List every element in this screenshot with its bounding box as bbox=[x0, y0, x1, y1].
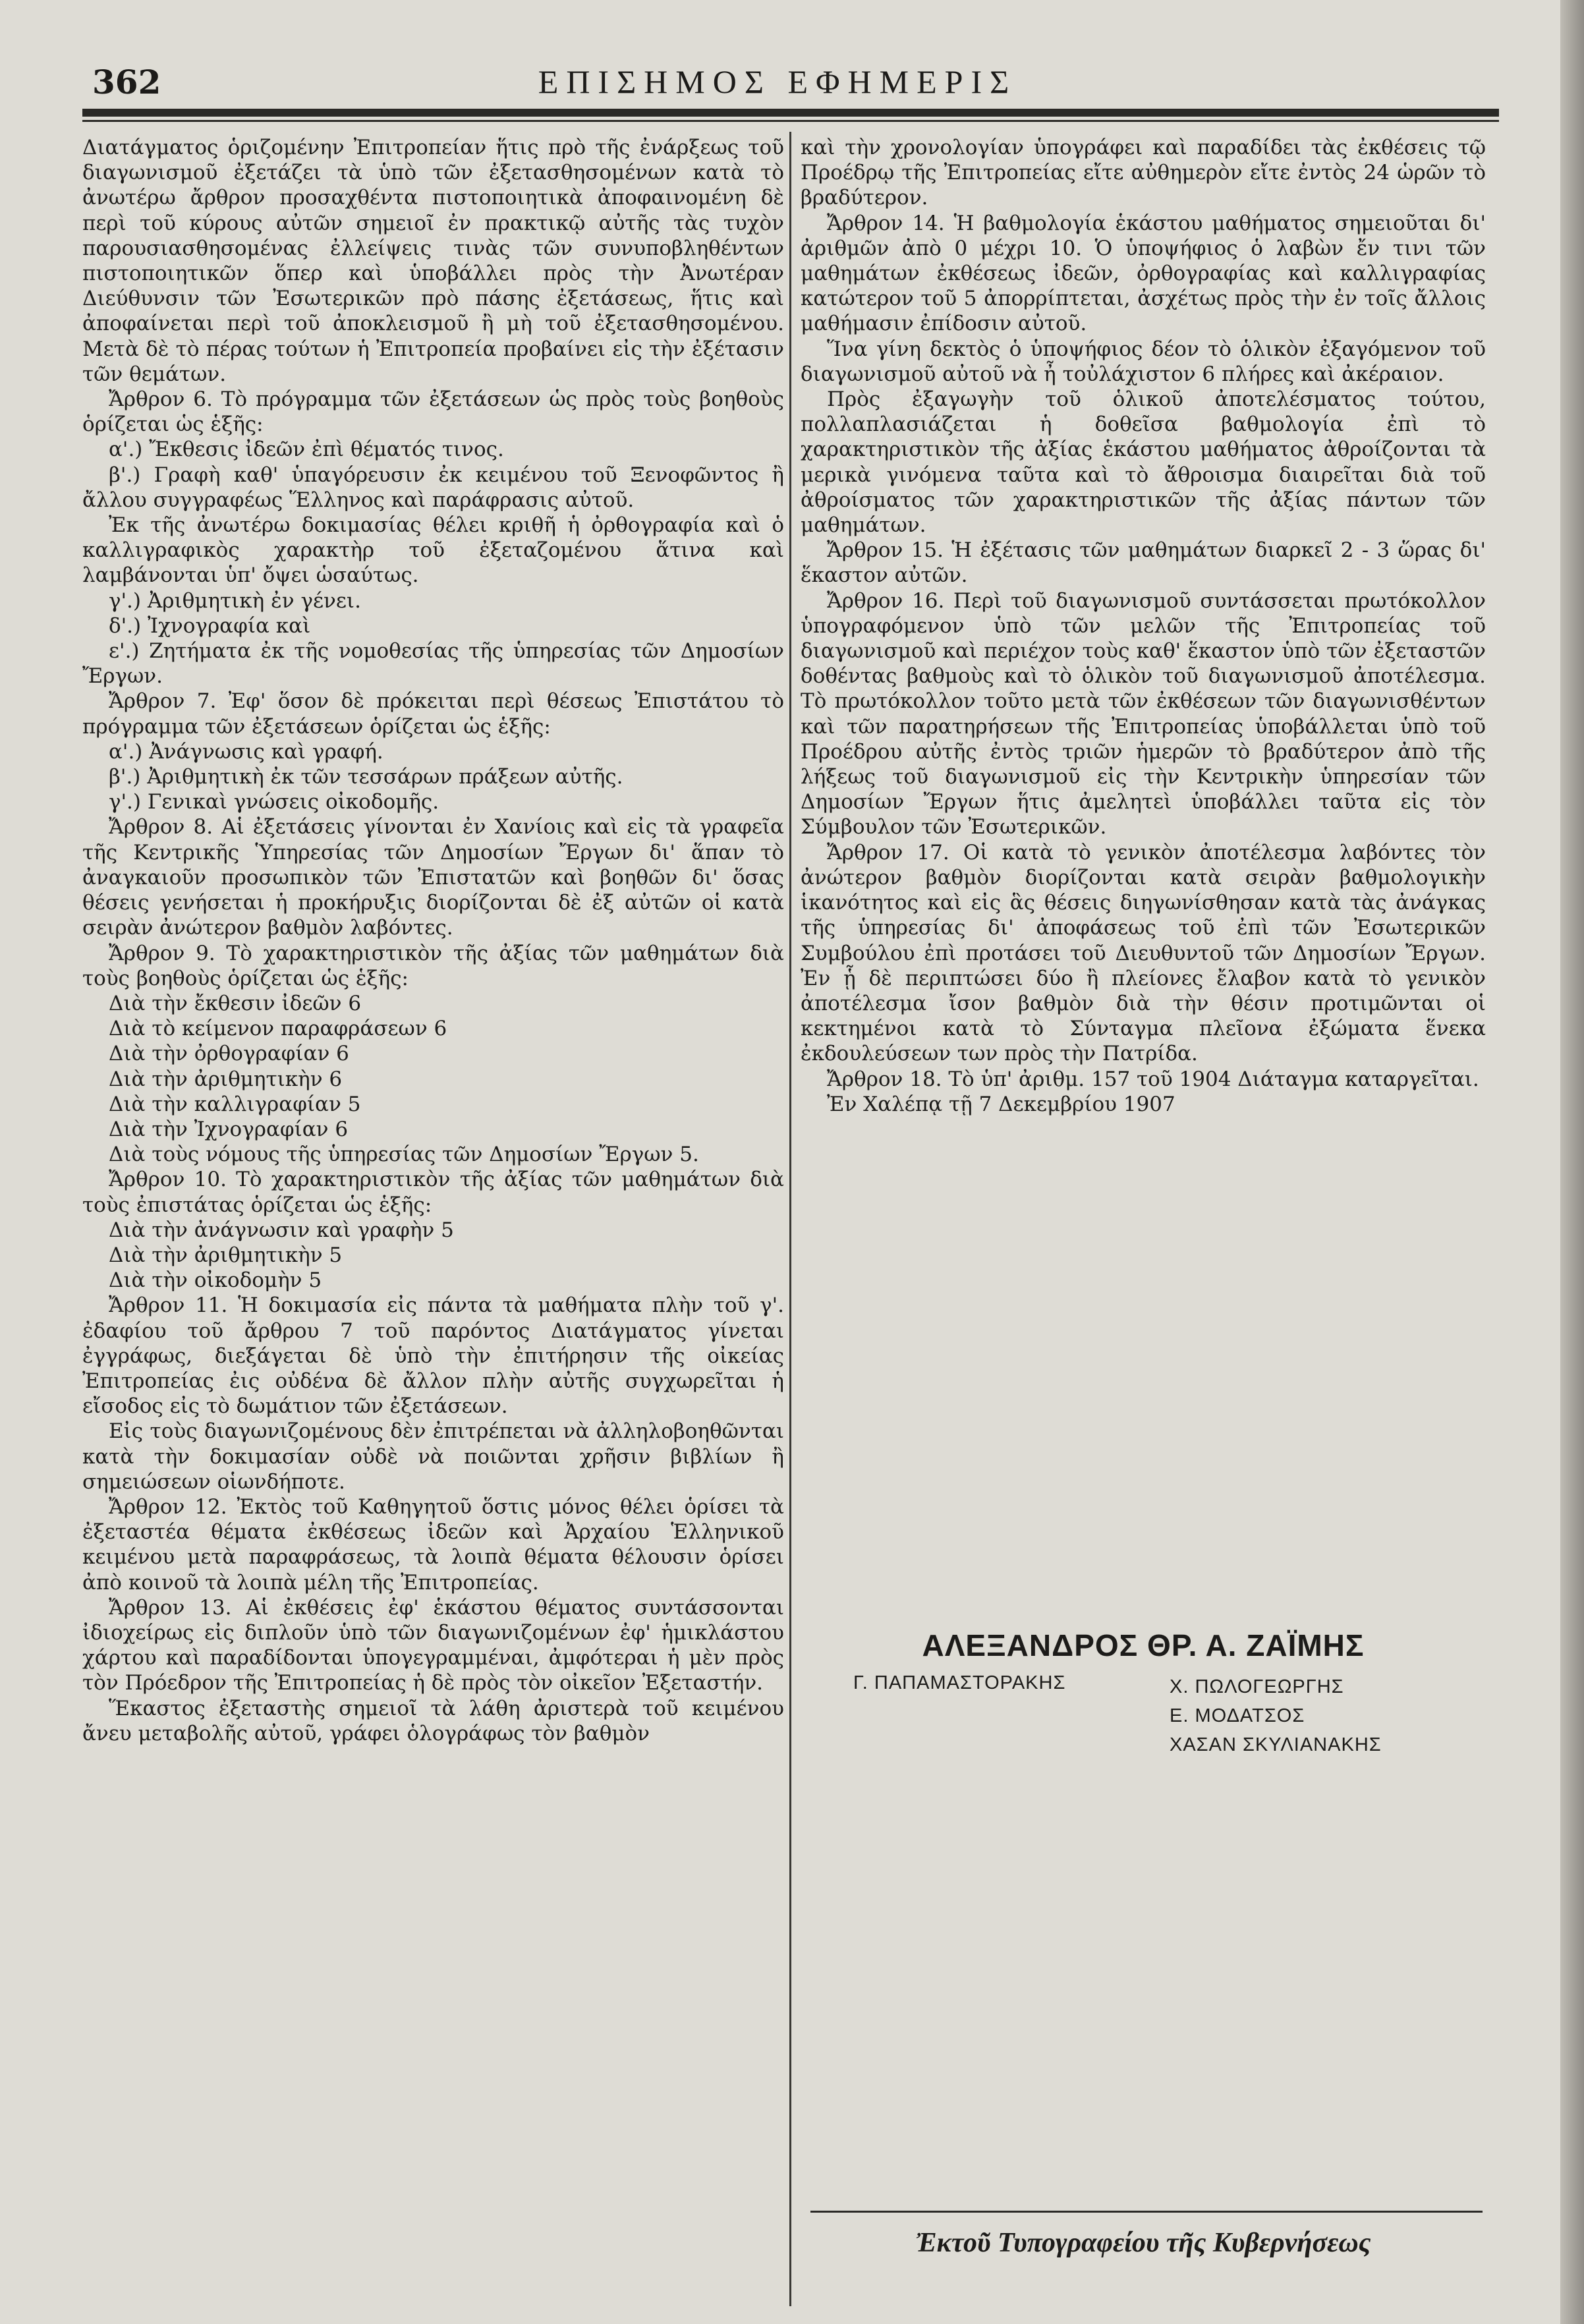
paragraph: Ἕκαστος ἐξεταστὴς σημειοῖ τὰ λάθη ἀριστερὰ τοῦ κειμένου ἄνευ μεταβολῆς αὐτοῦ, γράφει ὁλογράφως τὸν βαθμὸν bbox=[82, 1696, 784, 1745]
paragraph: Ἄρθρον 11. Ἡ δοκιμασία εἰς πάντα τὰ μαθήματα πλὴν τοῦ γ'. ἐδαφίου τοῦ ἄρθρου 7 τοῦ παρόντος Διατάγματος γίνεται ἐγγράφως, διεξάγεται δὲ ὑπὸ τὴν ἐπιτήρησιν τῆς οἰκείας Ἐπιτροπείας ἐις οὐδένα δὲ ἄλλον πλὴν αὐτῆς συγχωρεῖται ἡ εἴσοδος εἰς τὸ δωμάτιον τῶν ἐξετάσεων. bbox=[82, 1293, 784, 1419]
paragraph: γ'.) Ἀριθμητικὴ ἐν γένει. bbox=[109, 588, 361, 613]
printer-footer: Ἐκτοῦ Τυπογραφείου τῆς Κυβερνήσεως bbox=[915, 2228, 1371, 2258]
signature-left: Γ. ΠΑΠΑΜΑΣΤΟΡΑΚΗΣ bbox=[853, 1672, 1066, 1693]
paragraph: Διὰ τὴν ἔκθεσιν ἰδεῶν 6 bbox=[109, 991, 362, 1015]
paragraph: Ἐν Χαλέπᾳ τῇ 7 Δεκεμβρίου 1907 bbox=[827, 1092, 1175, 1116]
paragraph: Ἄρθρον 16. Περὶ τοῦ διαγωνισμοῦ συντάσσεται πρωτόκολλον ὑπογραφόμενον ὑπὸ τῶν μελῶν τῆς Ἐπιτροπείας τοῦ διαγωνισμοῦ καὶ περιέχον τοὺς καθ' ἕκαστον ὑπὸ τῶν ἐξεταστῶν δοθέντας βαθμοὺς καὶ τὸ ὁλικὸν τοῦ διαγωνισμοῦ ἀποτέλεσμα. Τὸ πρωτόκολλον τοῦτο μετὰ τῶν ἐκθέσεων τῶν διαγωνισθέντων καὶ τῶν παρατηρήσεων τῆς Ἐπιτροπείας ὑποβάλλεται ὑπὸ τοῦ Προέδρου αὐτῆς ἐντὸς τριῶν ἡμερῶν τὸ βραδύτερον ἀπὸ τῆς λήξεως τοῦ διαγωνισμοῦ εἰς τὴν Κεντρικὴν ὑπηρεσίαν τῶν Δημοσίων Ἔργων ἥτις ἀμελητεὶ ὑποβάλλει ταῦτα εἰς τὸν Σύμβουλον τῶν Ἐσωτερικῶν. bbox=[801, 588, 1486, 839]
signature-right-group bbox=[1143, 1672, 1486, 1759]
header-rule-thin bbox=[82, 120, 1499, 122]
paragraph: Διὰ τὴν ἀριθμητικὴν 5 bbox=[109, 1243, 343, 1267]
paragraph: Πρὸς ἐξαγωγὴν τοῦ ὁλικοῦ ἀποτελέσματος τούτου, πολλαπλασιάζεται ἡ δοθεῖσα βαθμολογία ἐπὶ τὸ χαρακτηριστικὸν τῆς ἀξίας ἑκάστου μαθήματος ἀθροίζονται τὰ μερικὰ γινόμενα ταῦτα καὶ τὸ ἄθροισμα διαιρεῖται διὰ τοῦ ἀθροίσματος τῶν χαρακτηριστικῶν τῆς ἀξίας πάντων τῶν μαθημάτων. bbox=[801, 387, 1486, 538]
paragraph: Ἄρθρον 7. Ἐφ' ὅσον δὲ πρόκειται περὶ θέσεως Ἐπιστάτου τὸ πρόγραμμα τῶν ἐξετάσεων ὁρίζεται ὡς ἑξῆς: bbox=[82, 689, 784, 739]
paragraph: Διὰ τὸ κείμενον παραφράσεων 6 bbox=[109, 1017, 447, 1041]
paragraph: καὶ τὴν χρονολογίαν ὑπογράφει καὶ παραδίδει τὰς ἐκθέσεις τῷ Προέδρῳ τῆς Ἐπιτροπείας εἴτε αὐθημερὸν εἴτε ἐντὸς 24 ὡρῶν τὸ βραδύτερον. bbox=[801, 136, 1486, 210]
paragraph: Ἄρθρον 10. Τὸ χαρακτηριστικὸν τῆς ἀξίας τῶν μαθημάτων διὰ τοὺς ἐπιστάτας ὁρίζεται ὡς ἑξῆς: bbox=[82, 1168, 784, 1217]
paragraph: α'.) Ἔκθεσις ἰδεῶν ἐπὶ θέματός τινος. bbox=[109, 438, 504, 462]
masthead-title: ΕΠΙΣΗΜΟΣ ΕΦΗΜΕΡΙΣ bbox=[538, 63, 1017, 100]
signature-right-1: Χ. ΠΩΛΟΓΕΩΡΓΗΣ bbox=[1170, 1676, 1344, 1697]
paragraph: β'.) Ἀριθμητικὴ ἐκ τῶν τεσσάρων πράξεων αὐτῆς. bbox=[109, 765, 623, 789]
paragraph: Διὰ τὴν καλλιγραφίαν 5 bbox=[109, 1092, 361, 1116]
paragraph: γ'.) Γενικαὶ γνώσεις οἰκοδομῆς. bbox=[109, 790, 439, 814]
footer-rule bbox=[810, 2211, 1483, 2213]
header-rule bbox=[82, 109, 1499, 117]
paragraph: Διὰ τὴν ἀνάγνωσιν καὶ γραφὴν 5 bbox=[109, 1218, 454, 1242]
paragraph: Ἄρθρον 13. Αἱ ἐκθέσεις ἐφ' ἑκάστου θέματος συντάσσονται ἰδιοχείρως εἰς διπλοῦν ὑπὸ τῶν διαγωνιζομένων ἐφ' ἡμικλάστου χάρτου καὶ παραδίδονται ὑπογεγραμμέναι, ἀμφότεραι ἡ μὲν πρὸς τὸν Πρόεδρον τῆς Ἐπιτροπείας ἡ δὲ πρὸς τὸν οἰκεῖον Ἐξεταστήν. bbox=[82, 1595, 784, 1695]
paragraph: Ἄρθρον 12. Ἐκτὸς τοῦ Καθηγητοῦ ὅστις μόνος θέλει ὁρίσει τὰ ἐξεταστέα θέματα ἐκθέσεως ἰδεῶν καὶ Ἀρχαίου Ἑλληνικοῦ κειμένου μετὰ παραφράσεως, τὰ λοιπὰ θέματα θέλουσιν ὁρίσει ἀπὸ κοινοῦ τὰ λοιπὰ μέλη τῆς Ἐπιτροπείας. bbox=[82, 1494, 784, 1595]
page-edge bbox=[1560, 0, 1584, 2324]
paragraph: Διὰ τὴν οἰκοδομὴν 5 bbox=[109, 1268, 322, 1293]
page-header bbox=[92, 63, 1463, 109]
signature-right-2: Ε. ΜΟΔΑΤΣΟΣ bbox=[1170, 1705, 1305, 1726]
paragraph: Ἐκ τῆς ἀνωτέρω δοκιμασίας θέλει κριθῆ ἡ ὀρθογραφία καὶ ὁ καλλιγραφικὸς χαρακτὴρ τοῦ ἐξεταζομένου ἅτινα καὶ λαμβάνονται ὑπ' ὄψει ὡσαύτως. bbox=[82, 513, 784, 588]
signature-main: ΑΛΕΞΑΝΔΡΟΣ ΘΡ. Α. ΖΑΪΜΗΣ bbox=[922, 1628, 1365, 1662]
paragraph: Διὰ τὴν ἀριθμητικὴν 6 bbox=[109, 1067, 343, 1091]
paragraph: Ἄρθρον 9. Τὸ χαρακτηριστικὸν τῆς ἀξίας τῶν μαθημάτων διὰ τοὺς βοηθοὺς ὁρίζεται ὡς ἑξῆς: bbox=[82, 941, 784, 990]
paragraph: Ἄρθρον 18. Τὸ ὑπ' ἀριθμ. 157 τοῦ 1904 Διάταγμα καταργεῖται. bbox=[827, 1067, 1479, 1091]
right-column bbox=[801, 135, 1486, 1117]
column-divider bbox=[789, 132, 791, 2306]
paragraph: Διὰ τοὺς νόμους τῆς ὑπηρεσίας τῶν Δημοσίων Ἔργων 5. bbox=[109, 1143, 699, 1167]
paragraph: Ἄρθρον 6. Τὸ πρόγραμμα τῶν ἐξετάσεων ὡς πρὸς τοὺς βοηθοὺς ὁρίζεται ὡς ἑξῆς: bbox=[82, 387, 784, 437]
page-number: 362 bbox=[92, 63, 161, 101]
paragraph: Ἄρθρον 15. Ἡ ἐξέτασις τῶν μαθημάτων διαρκεῖ 2 - 3 ὥρας δι' ἕκαστον αὐτῶν. bbox=[801, 538, 1486, 588]
paragraph: Διατάγματος ὁριζομένην Ἐπιτροπείαν ἥτις πρὸ τῆς ἐνάρξεως τοῦ διαγωνισμοῦ ἐξετάζει τὰ ὑπὸ τῶν ἐξετασθησομένων κατὰ τὸ ἀνωτέρω ἄρθρον προσαχθέντα πιστοποιητικὰ ἀποφαινομένη δὲ περὶ τοῦ κύρους αὐτῶν σημειοῖ ἐν πρακτικῷ αὐτῆς τὰς τυχὸν παρουσιασθησομένας ἐλλείψεις τινὰς τῶν συνυποβληθέντων πιστοποιητικῶν ὅπερ καὶ ὑποβάλλει πρὸς τὴν Ἀνωτέραν Διεύθυνσιν τῶν Ἐσωτερικῶν πρὸ πάσης ἐξετάσεως, ἥτις καὶ ἀποφαίνεται περὶ τοῦ ἀποκλεισμοῦ ἢ μὴ τοῦ ἐξετασθησομένου. Μετὰ δὲ τὸ πέρας τούτων ἡ Ἐπιτροπεία προβαίνει εἰς τὴν ἐξέτασιν τῶν θεμάτων. bbox=[82, 136, 784, 386]
paragraph: Εἰς τοὺς διαγωνιζομένους δὲν ἐπιτρέπεται νὰ ἀλληλοβοηθῶνται κατὰ τὴν δοκιμασίαν οὐδὲ νὰ ποιῶνται χρῆσιν βιβλίων ἢ σημειώσεων οἱωνδήποτε. bbox=[82, 1419, 784, 1494]
paragraph: α'.) Ἀνάγνωσις καὶ γραφή. bbox=[109, 739, 383, 764]
paragraph: Διὰ τὴν ὀρθογραφίαν 6 bbox=[109, 1042, 349, 1066]
left-column bbox=[82, 135, 784, 1746]
paragraph: Διὰ τὴν Ἰχνογραφίαν 6 bbox=[109, 1117, 349, 1141]
paragraph: Ἄρθρον 14. Ἡ βαθμολογία ἑκάστου μαθήματος σημειοῦται δι' ἀριθμῶν ἀπὸ 0 μέχρι 10. Ὁ ὑποψήφιος ὁ λαβὼν ἔν τινι τῶν μαθημάτων ἐκθέσεως ἰδεῶν, ὀρθογραφίας καὶ καλλιγραφίας κατώτερον τοῦ 5 ἀπορρίπτεται, ἀσχέτως πρὸς τὴν ἐν τοῖς ἄλλοις μαθήμασιν ἐπίδοσιν αὐτοῦ. bbox=[801, 211, 1486, 336]
paragraph: Ἄρθρον 8. Αἱ ἐξετάσεις γίνονται ἐν Χανίοις καὶ εἰς τὰ γραφεῖα τῆς Κεντρικῆς Ὑπηρεσίας τῶν Δημοσίων Ἔργων δι' ἅπαν τὸ ἀναγκαιοῦν προσωπικὸν τῶν Ἐπιστατῶν καὶ βοηθῶν δι' ὅσας θέσεις γενήσεται ἡ προκήρυξις διορίζονται δὲ ἐξ αὐτῶν οἱ κατὰ σειρὰν ἀνώτερον βαθμὸν λαβόντες. bbox=[82, 815, 784, 940]
paragraph: β'.) Γραφὴ καθ' ὑπαγόρευσιν ἐκ κειμένου τοῦ Ξενοφῶντος ἢ ἄλλου συγγραφέως Ἕλληνος καὶ παράφρασις αὐτοῦ. bbox=[82, 463, 784, 512]
paragraph: δ'.) Ἰχνογραφία καὶ bbox=[109, 613, 311, 638]
signature-block bbox=[801, 1614, 1486, 1759]
paragraph: Ἵνα γίνη δεκτὸς ὁ ὑποψήφιος δέον τὸ ὁλικὸν ἐξαγόμενον τοῦ διαγωνισμοῦ αὐτοῦ νὰ ἦ τοὐλάχιστον 6 πλήρες καὶ ἀκέραιον. bbox=[801, 337, 1486, 386]
paragraph: ε'.) Ζητήματα ἐκ τῆς νομοθεσίας τῆς ὑπηρεσίας τῶν Δημοσίων Ἔργων. bbox=[82, 639, 784, 689]
paragraph: Ἄρθρον 17. Οἱ κατὰ τὸ γενικὸν ἀποτέλεσμα λαβόντες τὸν ἀνώτερον βαθμὸν διορίζονται κατὰ σειρὰν βαθμολογικὴν ἱκανότητος καὶ εἰς ἃς θέσεις διηγωνίσθησαν κατὰ τὰς ἀνάγκας τῆς ὑπηρεσίας δι' ἀποφάσεως τοῦ ἐπὶ τῶν Ἐσωτερικῶν Συμβούλου ἐπὶ προτάσει τοῦ Διευθυντοῦ τῶν Δημοσίων Ἔργων. Ἐν ᾗ δὲ περιπτώσει δύο ἢ πλείονες ἔλαβον κατὰ τὸ γενικὸν ἀποτέλεσμα ἴσον βαθμὸν διὰ τὴν θέσιν προτιμῶνται οἱ κεκτημένοι κατὰ τὸ Σύνταγμα πλεῖονα ἐξώματα ἕνεκα ἐκδουλεύσεων των πρὸς τὴν Πατρίδα. bbox=[801, 840, 1486, 1066]
signature-right-3: ΧΑΣΑΝ ΣΚΥΛΙΑΝΑΚΗΣ bbox=[1170, 1734, 1382, 1755]
